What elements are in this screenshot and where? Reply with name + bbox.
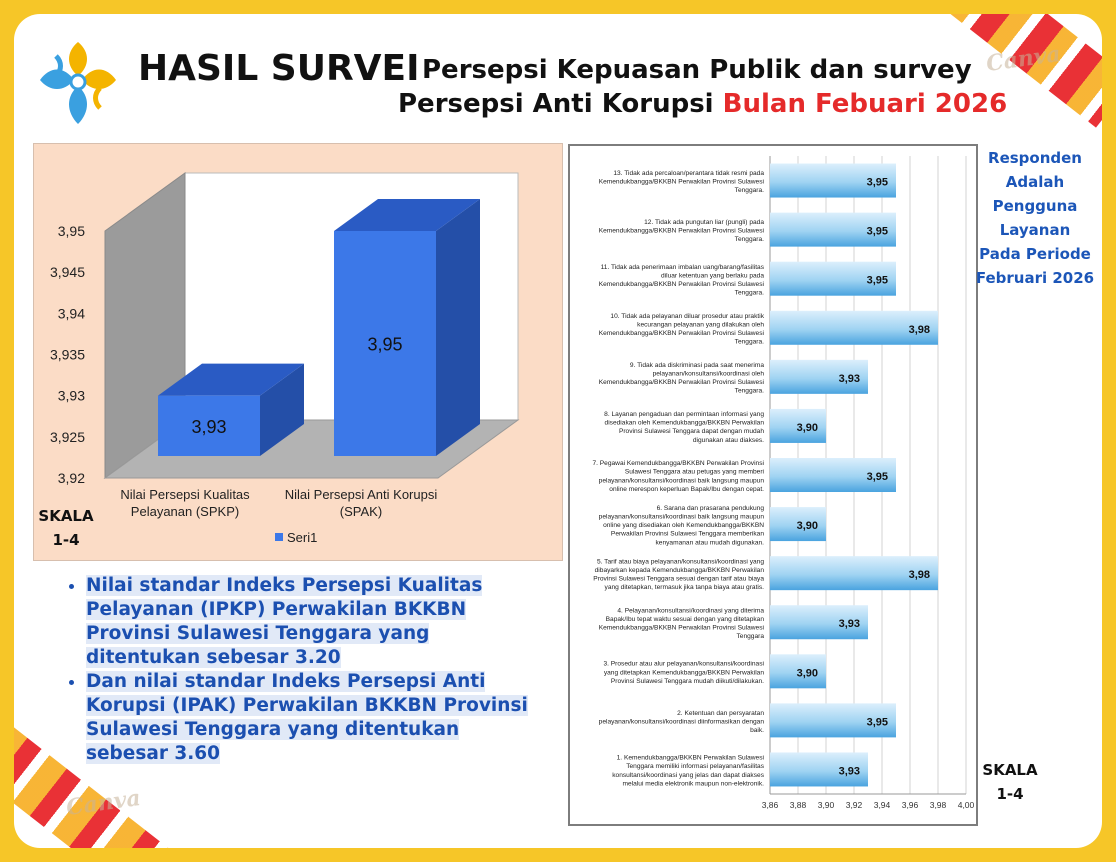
y-category-label: 11. Tidak ada penerimaan imbalan uang/barang/fasilitas [600, 263, 764, 271]
y-category-label: disediakan oleh Kemendukbangga/BKKBN Perwakilan [604, 419, 764, 427]
right-bar-chart [568, 144, 974, 824]
y-category-label: Kemendukbangga/BKKBN Perwakilan Provinsi Sulawesi [598, 178, 764, 186]
y-category-label: kecurangan pelayanan yang dilakukan oleh [637, 321, 764, 329]
y-category-label: 3. Prosedur atau alur pelayanan/konsultansi/koordinasi [603, 660, 764, 668]
y-category-label: 6. Sarana dan prasarana pendukung [656, 504, 764, 512]
y-tick-label: 3,93 [57, 387, 85, 404]
standard-notes [58, 574, 538, 766]
hbar-data-label: 3,98 [908, 323, 930, 336]
y-category-label: 12. Tidak ada pungutan liar (pungli) pada [644, 219, 764, 227]
bar-data-label: 3,95 [367, 334, 403, 355]
y-category-label: Provinsi Sulawesi Tenggara mudah diikuti/dilakukan. [610, 677, 764, 685]
y-category-label: Perwakilan Provinsi Sulawesi Tenggara memberikan [610, 530, 764, 538]
y-category-label: Sulawesi Tenggara atau petugas yang memberi [624, 468, 764, 476]
hbar-data-label: 3,98 [908, 569, 930, 582]
hbar-data-label: 3,93 [838, 618, 860, 631]
y-category-label: Tenggara memiliki informasi pelayanan/fasilitas [626, 763, 764, 771]
canva-watermark-top: Canva [984, 40, 1063, 78]
y-category-label: Tenggara [736, 633, 764, 641]
bar-data-label: 3,93 [191, 416, 227, 437]
respondent-note-line: Adalah [1005, 173, 1065, 191]
y-category-label: Kemendukbangga/BKKBN Perwakilan Provinsi Sulawesi [598, 227, 764, 235]
y-tick-label: 3,94 [57, 305, 85, 322]
respondent-note-line: Responden [988, 149, 1082, 167]
y-category-label: dibayarkan kepada Kemendukbangga/BKKBN Perwakilan [594, 566, 764, 574]
legend-label: Seri1 [287, 530, 318, 545]
hbar-data-label: 3,93 [838, 372, 860, 385]
y-category-label: baik. [750, 726, 764, 734]
y-category-label: 1. Kemendukbangga/BKKBN Perwakilan Sulawesi [616, 754, 764, 762]
y-category-label: 9. Tidak ada diskriminasi pada saat menerima [629, 361, 764, 369]
y-category-label: Tenggara. [734, 387, 764, 395]
y-category-label: konsultansi/koordinasi yang jelas dan dapat diakses [612, 771, 764, 779]
y-category-label: online yang disediakan oleh Kemendukbangga/BKKBN [603, 522, 764, 530]
hbar-data-label: 3,95 [866, 176, 888, 189]
bar [334, 199, 480, 456]
scale-label-right [978, 758, 1042, 806]
hbar-data-label: 3,90 [796, 667, 818, 680]
y-category-label: yang ditetapkan, termasuk jika tanpa biaya atau gratis. [604, 584, 764, 592]
y-category-label: pelayanan/konsultansi/koordinasi oleh [652, 370, 764, 378]
y-category-label: digunakan atau diakses. [692, 436, 764, 444]
x-tick-label: 3,92 [845, 800, 863, 810]
y-category-label: Tenggara. [734, 236, 764, 244]
standard-note-item [86, 670, 538, 766]
respondent-note-line: Februari 2026 [975, 269, 1095, 287]
y-category-label: Bapak/Ibu tepat waktu sesuai dengan yang ditetapkan [605, 615, 764, 623]
x-tick-label: 3,96 [901, 800, 919, 810]
y-category-label: yang ditetapkan Kemendukbangga/BKKBN Perwakilan [603, 669, 764, 677]
y-tick-label: 3,95 [57, 223, 85, 239]
x-category-label: Nilai Persepsi Kualitas [120, 487, 250, 502]
hbar-data-label: 3,95 [866, 716, 888, 729]
x-tick-label: 3,90 [817, 800, 835, 810]
y-tick-label: 3,92 [57, 470, 85, 486]
y-category-label: pelayanan/konsultansi/koordinasi diinformasikan dengan [598, 718, 764, 726]
x-tick-label: 3,94 [873, 800, 891, 810]
left-bar-chart [33, 143, 561, 559]
scale-label-range: 1-4 [52, 531, 80, 549]
y-category-label: 5. Tarif atau biaya pelayanan/konsultansi/koordinasi yang [596, 558, 764, 566]
y-category-label: 8. Layanan pengaduan dan permintaan informasi yang [604, 411, 764, 419]
respondent-note-line: Layanan [999, 221, 1071, 239]
respondent-note [975, 146, 1095, 290]
y-category-label: 4. Pelayanan/konsultansi/koordinasi yang diterima [617, 607, 764, 615]
hbar-data-label: 3,93 [838, 765, 860, 778]
x-tick-label: 3,88 [789, 800, 807, 810]
y-category-label: 2. Ketentuan dan persyaratan [677, 709, 764, 717]
y-category-label: Provinsi Sulawesi Tenggara sesuai dengan tarif atau biaya [593, 575, 764, 583]
hbar-data-label: 3,95 [866, 274, 888, 287]
y-category-label: melalui media elektronik maupun non-elektronik. [622, 780, 764, 788]
y-category-label: Kemendukbangga/BKKBN Perwakilan Provinsi Sulawesi [598, 280, 764, 288]
hbar-data-label: 3,90 [796, 520, 818, 533]
y-category-label: Kemendukbangga/BKKBN Perwakilan Provinsi Sulawesi [598, 379, 764, 387]
hbar-data-label: 3,95 [866, 471, 888, 483]
y-tick-label: 3,935 [49, 346, 85, 363]
y-category-label: pelayanan/konsultansi/koordinasi baik langsung maupun [598, 513, 764, 521]
standard-note-text: Nilai standar Indeks Persepsi Kualitas Pelayanan (IPKP) Perwakilan BKKBN Provinsi Sulawesi Tenggara yang ditentukan sebesar 3.20 [86, 575, 483, 668]
y-category-label: Tenggara. [734, 289, 764, 297]
x-tick-label: 4,00 [957, 800, 974, 810]
y-category-label: Tenggara. [734, 187, 764, 195]
hbar-data-label: 3,90 [796, 421, 818, 434]
y-category-label: 13. Tidak ada percaloan/perantara tidak resmi pada [613, 169, 764, 177]
bar-side [436, 199, 480, 456]
hbar-data-label: 3,95 [866, 225, 888, 238]
subtitle-black-part: Persepsi Anti Korupsi [398, 89, 714, 119]
x-tick-label: 3,98 [929, 800, 947, 810]
scale-label-range: 1-4 [996, 785, 1024, 803]
scale-label-text: SKALA [982, 761, 1038, 779]
subtitle-red-part: Bulan Febuari 2026 [722, 89, 1008, 119]
y-category-label: Provinsi Sulawesi Tenggara dapat dengan mudah [618, 428, 764, 436]
scale-label-text: SKALA [38, 507, 94, 525]
x-category-label: (SPAK) [339, 504, 383, 519]
x-category-label: Nilai Persepsi Anti Korupsi [284, 487, 438, 502]
y-category-label: diluar ketentuan yang berlaku pada [660, 272, 764, 280]
y-category-label: 7. Pegawai Kemendukbangga/BKKBN Perwakilan Provinsi [592, 460, 764, 468]
standard-note-item [86, 574, 538, 670]
x-tick-label: 3,86 [761, 800, 779, 810]
respondent-note-line: Pengguna [992, 197, 1078, 215]
y-tick-label: 3,925 [49, 428, 85, 445]
y-tick-label: 3,945 [49, 264, 85, 281]
y-category-label: Kemendukbangga/BKKBN Perwakilan Provinsi Sulawesi [598, 330, 764, 338]
standard-note-text: Dan nilai standar Indeks Persepsi Anti Korupsi (IPAK) Perwakilan BKKBN Provinsi Sulawesi Tenggara yang ditentukan sebesar 3.60 [86, 671, 528, 764]
page-title: HASIL SURVEI [138, 48, 420, 89]
scale-label-left [34, 504, 98, 552]
y-category-label: pelayanan/konsultansi/koordinasi baik langsung maupun [598, 477, 764, 485]
y-category-label: Kemendukbangga/BKKBN Perwakilan Provinsi Sulawesi [598, 624, 764, 632]
bkkbn-logo-icon [32, 36, 124, 132]
y-category-label: kenyamanan atau mudah digunakan. [655, 539, 764, 547]
respondent-note-line: Pada Periode [979, 245, 1091, 263]
y-category-label: Tenggara. [734, 338, 764, 346]
y-category-label: 10. Tidak ada pelayanan diluar prosedur atau praktik [610, 312, 764, 320]
canva-watermark-bottom: Canva [64, 784, 143, 822]
page-subtitle-line1: Persepsi Kepuasan Publik dan survey [422, 55, 972, 85]
y-category-label: online merespon keperluan Bapak/Ibu dengan cepat. [609, 485, 764, 493]
legend-swatch [275, 533, 283, 541]
x-category-label: Pelayanan (SPKP) [130, 504, 240, 519]
page-subtitle-line2 [398, 89, 1007, 119]
